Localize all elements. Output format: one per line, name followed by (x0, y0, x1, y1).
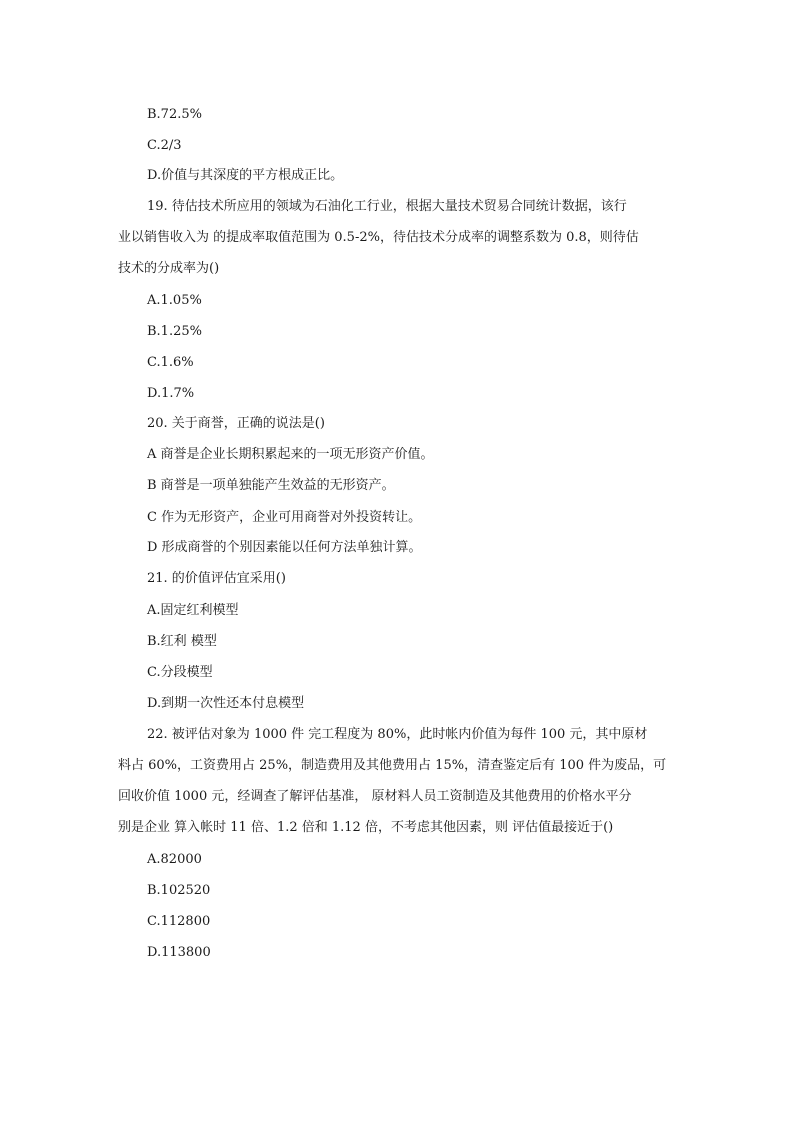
q22-stem-line-4: 别是企业 算入帐时 11 倍、1.2 倍和 1.12 倍，不考虑其他因素，则 评估值最接近于() (118, 820, 614, 835)
q18-option-b: B.72.5% (147, 107, 202, 122)
q18-option-c: C.2/3 (147, 138, 182, 153)
q20-option-a: A 商誉是企业长期积累起来的一项无形资产价值。 (147, 447, 434, 462)
q21-option-a: A.固定红利模型 (147, 603, 239, 618)
q19-stem-line-1: 19. 待估技术所应用的领域为石油化工行业，根据大量技术贸易合同统计数据，该行 (147, 199, 627, 214)
q22-stem-line-2: 料占 60%，工资费用占 25%，制造费用及其他费用占 15%，清查鉴定后有 100 件为废品，可 (118, 758, 667, 773)
q21-stem: 21. 的价值评估宜采用() (147, 571, 286, 586)
q22-stem-line-1: 22. 被评估对象为 1000 件 完工程度为 80%，此时帐内价值为每件 100 元，其中原材 (147, 727, 648, 742)
q20-stem: 20. 关于商誉，正确的说法是() (147, 416, 325, 431)
q21-option-d: D.到期一次性还本付息模型 (147, 696, 305, 711)
q19-stem-line-3: 技术的分成率为() (118, 261, 220, 276)
q22-option-b: B.102520 (147, 883, 211, 898)
q22-option-d: D.113800 (147, 945, 211, 960)
q22-stem-line-3: 回收价值 1000 元，经调查了解评估基准， 原材料人员工资制造及其他费用的价格水平分 (118, 789, 632, 804)
q22-option-c: C.112800 (147, 914, 211, 929)
q19-option-c: C.1.6% (147, 355, 194, 370)
q19-option-a: A.1.05% (147, 293, 202, 308)
q19-option-b: B.1.25% (147, 324, 202, 339)
q18-option-d: D.价值与其深度的平方根成正比。 (147, 168, 344, 183)
q20-option-b: B 商誉是一项单独能产生效益的无形资产。 (147, 478, 395, 493)
q20-option-c: C 作为无形资产，企业可用商誉对外投资转让。 (147, 510, 422, 525)
q22-option-a: A.82000 (147, 852, 202, 867)
q19-stem-line-2: 业以销售收入为 的提成率取值范围为 0.5-2%，待估技术分成率的调整系数为 0.8，则待估 (118, 230, 639, 245)
q21-option-c: C.分段模型 (147, 665, 213, 680)
q21-option-b: B.红利 模型 (147, 634, 217, 649)
q20-option-d: D 形成商誉的个别因素能以任何方法单独计算。 (147, 540, 422, 555)
q19-option-d: D.1.7% (147, 386, 195, 401)
